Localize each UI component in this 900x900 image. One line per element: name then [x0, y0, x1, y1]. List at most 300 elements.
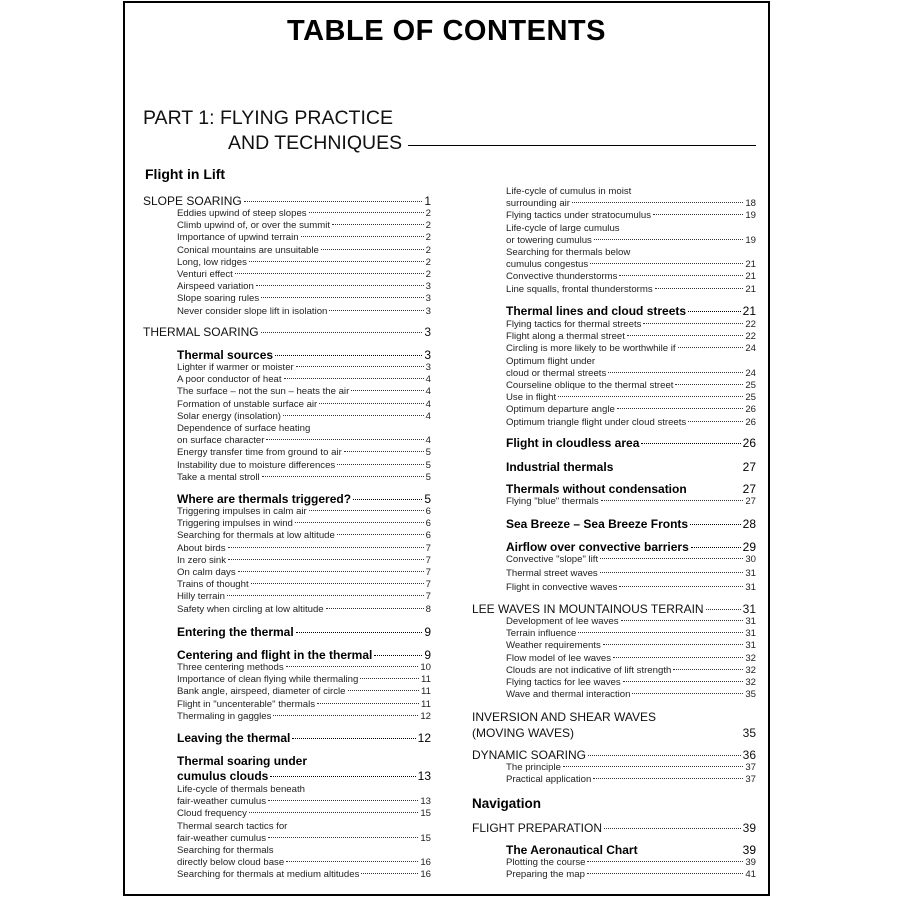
dot-leader [576, 733, 741, 734]
toc-subentry[interactable] [143, 208, 431, 219]
toc-subentry[interactable] [143, 362, 431, 373]
dot-leader [600, 557, 743, 559]
dot-leader [558, 395, 743, 397]
dot-leader [270, 775, 415, 777]
entry-title: Practical application [506, 774, 592, 786]
entry-page: 27 [742, 482, 756, 496]
entry-title: Optimum departure angle [506, 404, 615, 416]
entry-page: 27 [745, 496, 756, 507]
dot-leader [329, 309, 423, 311]
entry-title: In zero sink [177, 554, 227, 566]
entry-title: Centering and flight in the thermal [177, 648, 373, 662]
toc-entry-airflow[interactable] [472, 540, 756, 554]
dot-leader [590, 262, 743, 264]
entry-title: Instability due to moisture differences [177, 459, 336, 471]
entry-title: Formation of unstable surface air [177, 398, 318, 410]
dot-leader [284, 377, 424, 379]
toc-subentry[interactable] [143, 591, 431, 602]
toc-subentry[interactable] [143, 232, 431, 243]
toc-subentry[interactable] [143, 411, 431, 422]
toc-subentry[interactable] [143, 784, 431, 795]
entry-title: Flight in convective waves [506, 581, 618, 593]
entry-title: Circling is more likely to be worthwhile if [506, 343, 676, 355]
entry-title: The principle [506, 762, 561, 773]
entry-title: INVERSION AND SHEAR WAVES [472, 710, 657, 724]
entry-title: FLIGHT PREPARATION [472, 821, 603, 835]
dot-leader [337, 533, 424, 535]
toc-subentry[interactable] [143, 269, 431, 280]
entry-page: 3 [424, 325, 431, 339]
toc-subentry[interactable] [472, 404, 756, 415]
dot-leader [691, 546, 741, 548]
entry-page: 31 [742, 602, 756, 616]
dot-leader [688, 310, 741, 312]
toc-entry-under-cumulus-line1[interactable] [143, 754, 431, 768]
entry-page: 6 [425, 518, 431, 530]
dot-leader [262, 475, 424, 477]
toc-entry-leaving[interactable] [143, 731, 431, 745]
entry-title: Thermaling in gaggles [177, 710, 272, 722]
toc-subentry[interactable] [472, 665, 756, 676]
toc-subentry[interactable] [472, 271, 756, 282]
toc-subentry[interactable] [472, 568, 756, 579]
entry-title: Venturi effect [177, 269, 233, 280]
entry-title: Optimum triangle flight under cloud streets [506, 416, 687, 428]
dot-leader [251, 582, 424, 584]
entry-page: 37 [745, 774, 756, 786]
dot-leader [228, 558, 424, 560]
entry-page: 31 [745, 640, 756, 652]
toc-subentry[interactable] [472, 319, 756, 330]
entry-page: 18 [745, 198, 756, 210]
toc-entry-lee-waves[interactable] [472, 602, 756, 616]
toc-entry-blue-thermals[interactable] [472, 496, 756, 507]
entry-title: Wave and thermal interaction [506, 689, 631, 701]
dot-leader [613, 656, 743, 658]
toc-subentry[interactable] [143, 662, 431, 673]
dot-leader [301, 235, 424, 237]
dot-leader [344, 450, 424, 452]
toc-subentry[interactable] [472, 259, 756, 270]
toc-subentry[interactable] [472, 762, 756, 773]
dot-leader [286, 665, 419, 667]
toc-entry-sea-breeze[interactable] [472, 517, 756, 531]
entry-title: THERMAL SOARING [143, 325, 259, 339]
entry-title: Use in flight [506, 392, 557, 404]
toc-entry-inversion-line1[interactable] [472, 710, 756, 724]
dot-leader [283, 414, 424, 416]
entry-page: 31 [745, 581, 756, 593]
entry-title: Thermals without condensation [506, 482, 687, 496]
toc-subentry[interactable] [143, 543, 431, 554]
entry-title: Airflow over convective barriers [506, 540, 689, 554]
entry-title: Entering the thermal [177, 625, 294, 639]
dot-leader [238, 570, 424, 572]
dot-leader [261, 331, 423, 333]
entry-page: 11 [421, 674, 431, 686]
toc-subentry[interactable] [143, 281, 431, 292]
entry-page: 29 [742, 540, 756, 554]
entry-page: 28 [742, 517, 756, 531]
toc-subentry[interactable] [143, 518, 431, 529]
dot-leader [296, 365, 424, 367]
entry-page: 5 [425, 447, 431, 459]
part-heading-line1: PART 1: FLYING PRACTICE [143, 107, 393, 129]
entry-page: 15 [420, 832, 431, 844]
toc-subentry[interactable] [143, 579, 431, 590]
toc-entry-flight-preparation[interactable] [472, 821, 756, 835]
entry-page: 26 [745, 404, 756, 416]
toc-subentry[interactable] [472, 653, 756, 664]
entry-title: Life-cycle of cumulus in moist [506, 186, 632, 197]
entry-title: Flight in "uncenterable" thermals [177, 698, 315, 710]
entry-title: Long, low ridges [177, 256, 247, 268]
toc-subentry[interactable] [143, 245, 431, 256]
dot-leader [275, 354, 422, 356]
entry-page: 21 [745, 259, 756, 271]
entry-title: or towering cumulus [506, 234, 592, 246]
toc-subentry[interactable] [472, 247, 756, 258]
toc-subentry[interactable] [143, 472, 431, 483]
entry-title: Development of lee waves [506, 616, 619, 627]
toc-subentry[interactable] [472, 186, 756, 197]
entry-title: Optimum flight under [506, 355, 596, 367]
entry-title: LEE WAVES IN MOUNTAINOUS TERRAIN [472, 602, 704, 616]
dot-leader [292, 737, 415, 739]
toc-entry-under-cumulus[interactable] [143, 769, 431, 783]
dot-leader [309, 509, 424, 511]
dot-leader [228, 546, 424, 548]
toc-entry-thermal-sources[interactable] [143, 348, 431, 362]
toc-subentry[interactable] [472, 774, 756, 785]
entry-page: 39 [742, 843, 756, 857]
toc-entry-entering[interactable] [143, 625, 431, 639]
dot-leader [689, 489, 741, 490]
entry-page: 21 [745, 271, 756, 283]
entry-title: Bank angle, airspeed, diameter of circle [177, 686, 346, 698]
entry-page: 4 [425, 386, 431, 398]
dot-leader [249, 811, 418, 813]
toc-entry-without-condensation[interactable] [472, 482, 756, 496]
entry-page: 11 [421, 698, 431, 710]
dot-leader [295, 521, 424, 523]
entry-page: 6 [425, 506, 431, 517]
dot-leader [227, 594, 424, 596]
entry-title: Searching for thermals at low altitude [177, 530, 335, 542]
entry-title: directly below cloud base [177, 857, 285, 869]
toc-subentry[interactable] [472, 677, 756, 688]
entry-title: Line squalls, frontal thunderstorms [506, 283, 653, 295]
toc-subentry[interactable] [472, 356, 756, 367]
dot-leader [655, 287, 744, 289]
entry-page: 4 [425, 435, 431, 447]
toc-subentry[interactable] [143, 306, 431, 317]
toc-subentry[interactable] [143, 293, 431, 304]
toc-subentry[interactable] [143, 220, 431, 231]
entry-page: 13 [417, 769, 431, 783]
entry-page: 12 [417, 731, 431, 745]
entry-page: 5 [424, 492, 431, 506]
toc-subentry[interactable] [472, 869, 756, 880]
entry-title: Triggering impulses in wind [177, 518, 293, 530]
toc-subentry[interactable] [143, 447, 431, 458]
toc-subentry[interactable] [143, 699, 431, 710]
toc-subentry[interactable] [143, 386, 431, 397]
entry-title: SLOPE SOARING [143, 194, 242, 208]
entry-title: Terrain influence [506, 628, 577, 640]
entry-page: 3 [425, 305, 431, 317]
toc-subentry[interactable] [472, 343, 756, 354]
dot-leader [621, 619, 744, 621]
part-heading [143, 106, 756, 156]
toc-subentry[interactable] [472, 857, 756, 868]
dot-leader [587, 872, 743, 874]
toc-subentry[interactable] [143, 423, 431, 434]
entry-page: 7 [425, 567, 431, 578]
toc-subentry[interactable] [472, 235, 756, 246]
dot-leader [641, 442, 740, 444]
entry-page: 31 [745, 628, 756, 640]
entry-title: On calm days [177, 567, 236, 578]
toc-subentry[interactable] [143, 530, 431, 541]
dot-leader [623, 680, 744, 682]
toc-subentry[interactable] [143, 711, 431, 722]
entry-title: The surface – not the sun – heats the air [177, 386, 350, 398]
entry-title: Searching for thermals below [506, 247, 631, 258]
entry-title: About birds [177, 542, 226, 554]
entry-title: Slope soaring rules [177, 293, 260, 305]
entry-title: DYNAMIC SOARING [472, 748, 587, 762]
toc-subentry[interactable] [472, 582, 756, 593]
dot-leader [604, 827, 741, 829]
entry-page: 4 [425, 374, 431, 386]
entry-title: cumulus congestus [506, 259, 589, 271]
toc-subentry[interactable] [472, 284, 756, 295]
entry-page: 31 [745, 616, 756, 627]
entry-page: 9 [424, 648, 431, 662]
entry-title: Thermal sources [177, 348, 274, 362]
dot-leader [675, 383, 743, 385]
dot-leader [273, 714, 418, 716]
toc-entry-inversion[interactable] [472, 726, 756, 740]
toc-subentry[interactable] [143, 435, 431, 446]
entry-title: Convective "slope" lift [506, 554, 599, 565]
dot-leader [309, 211, 424, 213]
entry-page: 24 [745, 343, 756, 355]
toc-subentry[interactable] [472, 392, 756, 403]
toc-subentry[interactable] [143, 506, 431, 517]
entry-page: 4 [425, 398, 431, 410]
entry-title: Flying tactics under stratocumulus [506, 210, 652, 222]
dot-leader [351, 389, 423, 391]
section-heading-flight-in-lift: Flight in Lift [145, 166, 226, 182]
toc-entry-aeronautical-chart[interactable] [472, 843, 756, 857]
toc-subentry[interactable] [143, 374, 431, 385]
dot-leader [643, 322, 743, 324]
entry-page: 21 [745, 283, 756, 295]
dot-leader [690, 523, 741, 525]
entry-page: 2 [425, 244, 431, 256]
entry-page: 3 [425, 293, 431, 305]
entry-page: 5 [425, 459, 431, 471]
entry-title: Safety when circling at low altitude [177, 603, 324, 615]
entry-title: Life-cycle of large cumulus [506, 222, 620, 234]
entry-page: 22 [745, 319, 756, 330]
toc-entry-thermal-soaring[interactable] [143, 325, 431, 339]
dot-leader [244, 200, 423, 202]
toc-subentry[interactable] [143, 674, 431, 685]
entry-title: Thermal soaring under [177, 754, 308, 768]
toc-subentry[interactable] [472, 380, 756, 391]
dot-leader [603, 643, 744, 645]
toc-subentry[interactable] [143, 257, 431, 268]
toc-subentry[interactable] [143, 808, 431, 819]
entry-title: Weather requirements [506, 640, 601, 652]
dot-leader [653, 213, 743, 215]
toc-subentry[interactable] [143, 399, 431, 410]
entry-page: 7 [425, 579, 431, 591]
toc-subentry[interactable] [143, 833, 431, 844]
entry-title: Dependence of surface heating [177, 423, 311, 434]
page-title: TABLE OF CONTENTS [287, 15, 606, 47]
toc-subentry[interactable] [472, 554, 756, 565]
toc-subentry[interactable] [143, 845, 431, 856]
entry-page: 2 [425, 208, 431, 219]
dot-leader [348, 689, 420, 691]
toc-subentry[interactable] [143, 555, 431, 566]
dot-leader [326, 607, 424, 609]
dot-leader [600, 571, 744, 573]
entry-page: 6 [425, 530, 431, 542]
dot-leader [615, 467, 740, 468]
dot-leader [688, 420, 743, 422]
entry-title: Eddies upwind of steep slopes [177, 208, 307, 219]
dot-leader [296, 631, 423, 633]
dot-leader [249, 260, 424, 262]
entry-title: fair-weather cumulus [177, 832, 267, 844]
entry-title: Sea Breeze – Sea Breeze Fronts [506, 517, 689, 531]
entry-title: Thermal street waves [506, 567, 598, 579]
section-heading-navigation: Navigation [472, 796, 542, 811]
dot-leader [374, 654, 422, 656]
toc-subentry[interactable] [143, 460, 431, 471]
entry-page: 24 [745, 367, 756, 379]
entry-page: 12 [420, 710, 431, 722]
entry-page: 1 [424, 194, 431, 208]
entry-title: Courseline oblique to the thermal street [506, 380, 674, 391]
dot-leader [256, 284, 424, 286]
dot-leader [563, 765, 743, 767]
toc-subentry[interactable] [143, 686, 431, 697]
entry-title: Hilly terrain [177, 591, 225, 603]
entry-page: 41 [745, 869, 756, 881]
toc-subentry[interactable] [143, 604, 431, 615]
entry-title: Importance of clean flying while thermaling [177, 674, 359, 686]
toc-subentry[interactable] [143, 857, 431, 868]
entry-title: Searching for thermals at medium altitudes [177, 869, 360, 881]
entry-title: Life-cycle of thermals beneath [177, 784, 305, 795]
toc-entry-dynamic-soaring[interactable] [472, 748, 756, 762]
toc-entry-cloud-streets[interactable] [472, 304, 756, 318]
entry-page: 3 [425, 362, 431, 373]
toc-subentry[interactable] [143, 869, 431, 880]
dot-leader [572, 201, 743, 203]
entry-title: Three centering methods [177, 662, 284, 673]
entry-title: Thermal search tactics for [177, 820, 288, 832]
dot-leader [588, 754, 741, 756]
toc-subentry[interactable] [472, 689, 756, 700]
dot-leader [608, 371, 743, 373]
toc-subentry[interactable] [472, 417, 756, 428]
dot-leader [337, 463, 423, 465]
entry-page: 30 [745, 554, 756, 565]
dot-leader [235, 272, 424, 274]
toc-entry-cloudless[interactable] [472, 436, 756, 450]
toc-entry-industrial[interactable] [472, 460, 756, 474]
entry-title: on surface character [177, 435, 265, 447]
dot-leader [286, 860, 418, 862]
entry-title: Cloud frequency [177, 808, 247, 820]
entry-title: The Aeronautical Chart [506, 843, 638, 857]
entry-title: Flying tactics for lee waves [506, 677, 621, 688]
dot-leader [632, 692, 743, 694]
entry-title: Flying "blue" thermals [506, 496, 599, 507]
entry-page: 2 [425, 232, 431, 244]
entry-page: 27 [742, 460, 756, 474]
entry-title: fair-weather cumulus [177, 796, 267, 808]
toc-subentry[interactable] [472, 628, 756, 639]
toc-subentry[interactable] [472, 640, 756, 651]
entry-title: Triggering impulses in calm air [177, 506, 307, 517]
dot-leader [321, 248, 424, 250]
dot-leader [594, 238, 743, 240]
dot-leader [601, 499, 744, 501]
toc-subentry[interactable] [472, 198, 756, 209]
entry-title: Plotting the course [506, 857, 586, 868]
dot-leader [268, 836, 418, 838]
entry-title: Clouds are not indicative of lift strength [506, 664, 672, 676]
entry-page: 8 [425, 603, 431, 615]
entry-page: 16 [420, 857, 431, 869]
entry-title: Leaving the thermal [177, 731, 291, 745]
entry-page: 2 [425, 256, 431, 268]
toc-subentry[interactable] [472, 368, 756, 379]
toc-subentry[interactable] [472, 210, 756, 221]
toc-subentry[interactable] [472, 616, 756, 627]
entry-page: 32 [745, 652, 756, 664]
entry-page: 35 [742, 726, 756, 740]
dot-leader [617, 407, 744, 409]
toc-entry-slope-soaring[interactable] [143, 194, 431, 208]
entry-title: Flight along a thermal street [506, 331, 625, 343]
toc-subentry[interactable] [472, 223, 756, 234]
toc-entry-triggered[interactable] [143, 492, 431, 506]
toc-subentry[interactable] [472, 331, 756, 342]
part-heading-rule [408, 145, 756, 146]
dot-leader [578, 631, 743, 633]
entry-page: 5 [425, 471, 431, 483]
toc-entry-centering[interactable] [143, 648, 431, 662]
part-heading-line2-row [143, 131, 756, 156]
toc-subentry[interactable] [143, 821, 431, 832]
dot-leader [360, 677, 419, 679]
toc-subentry[interactable] [143, 796, 431, 807]
dot-leader [619, 585, 743, 587]
entry-title: Searching for thermals [177, 845, 274, 856]
entry-page: 31 [745, 567, 756, 579]
entry-title: Flow model of lee waves [506, 652, 612, 664]
toc-subentry[interactable] [143, 567, 431, 578]
